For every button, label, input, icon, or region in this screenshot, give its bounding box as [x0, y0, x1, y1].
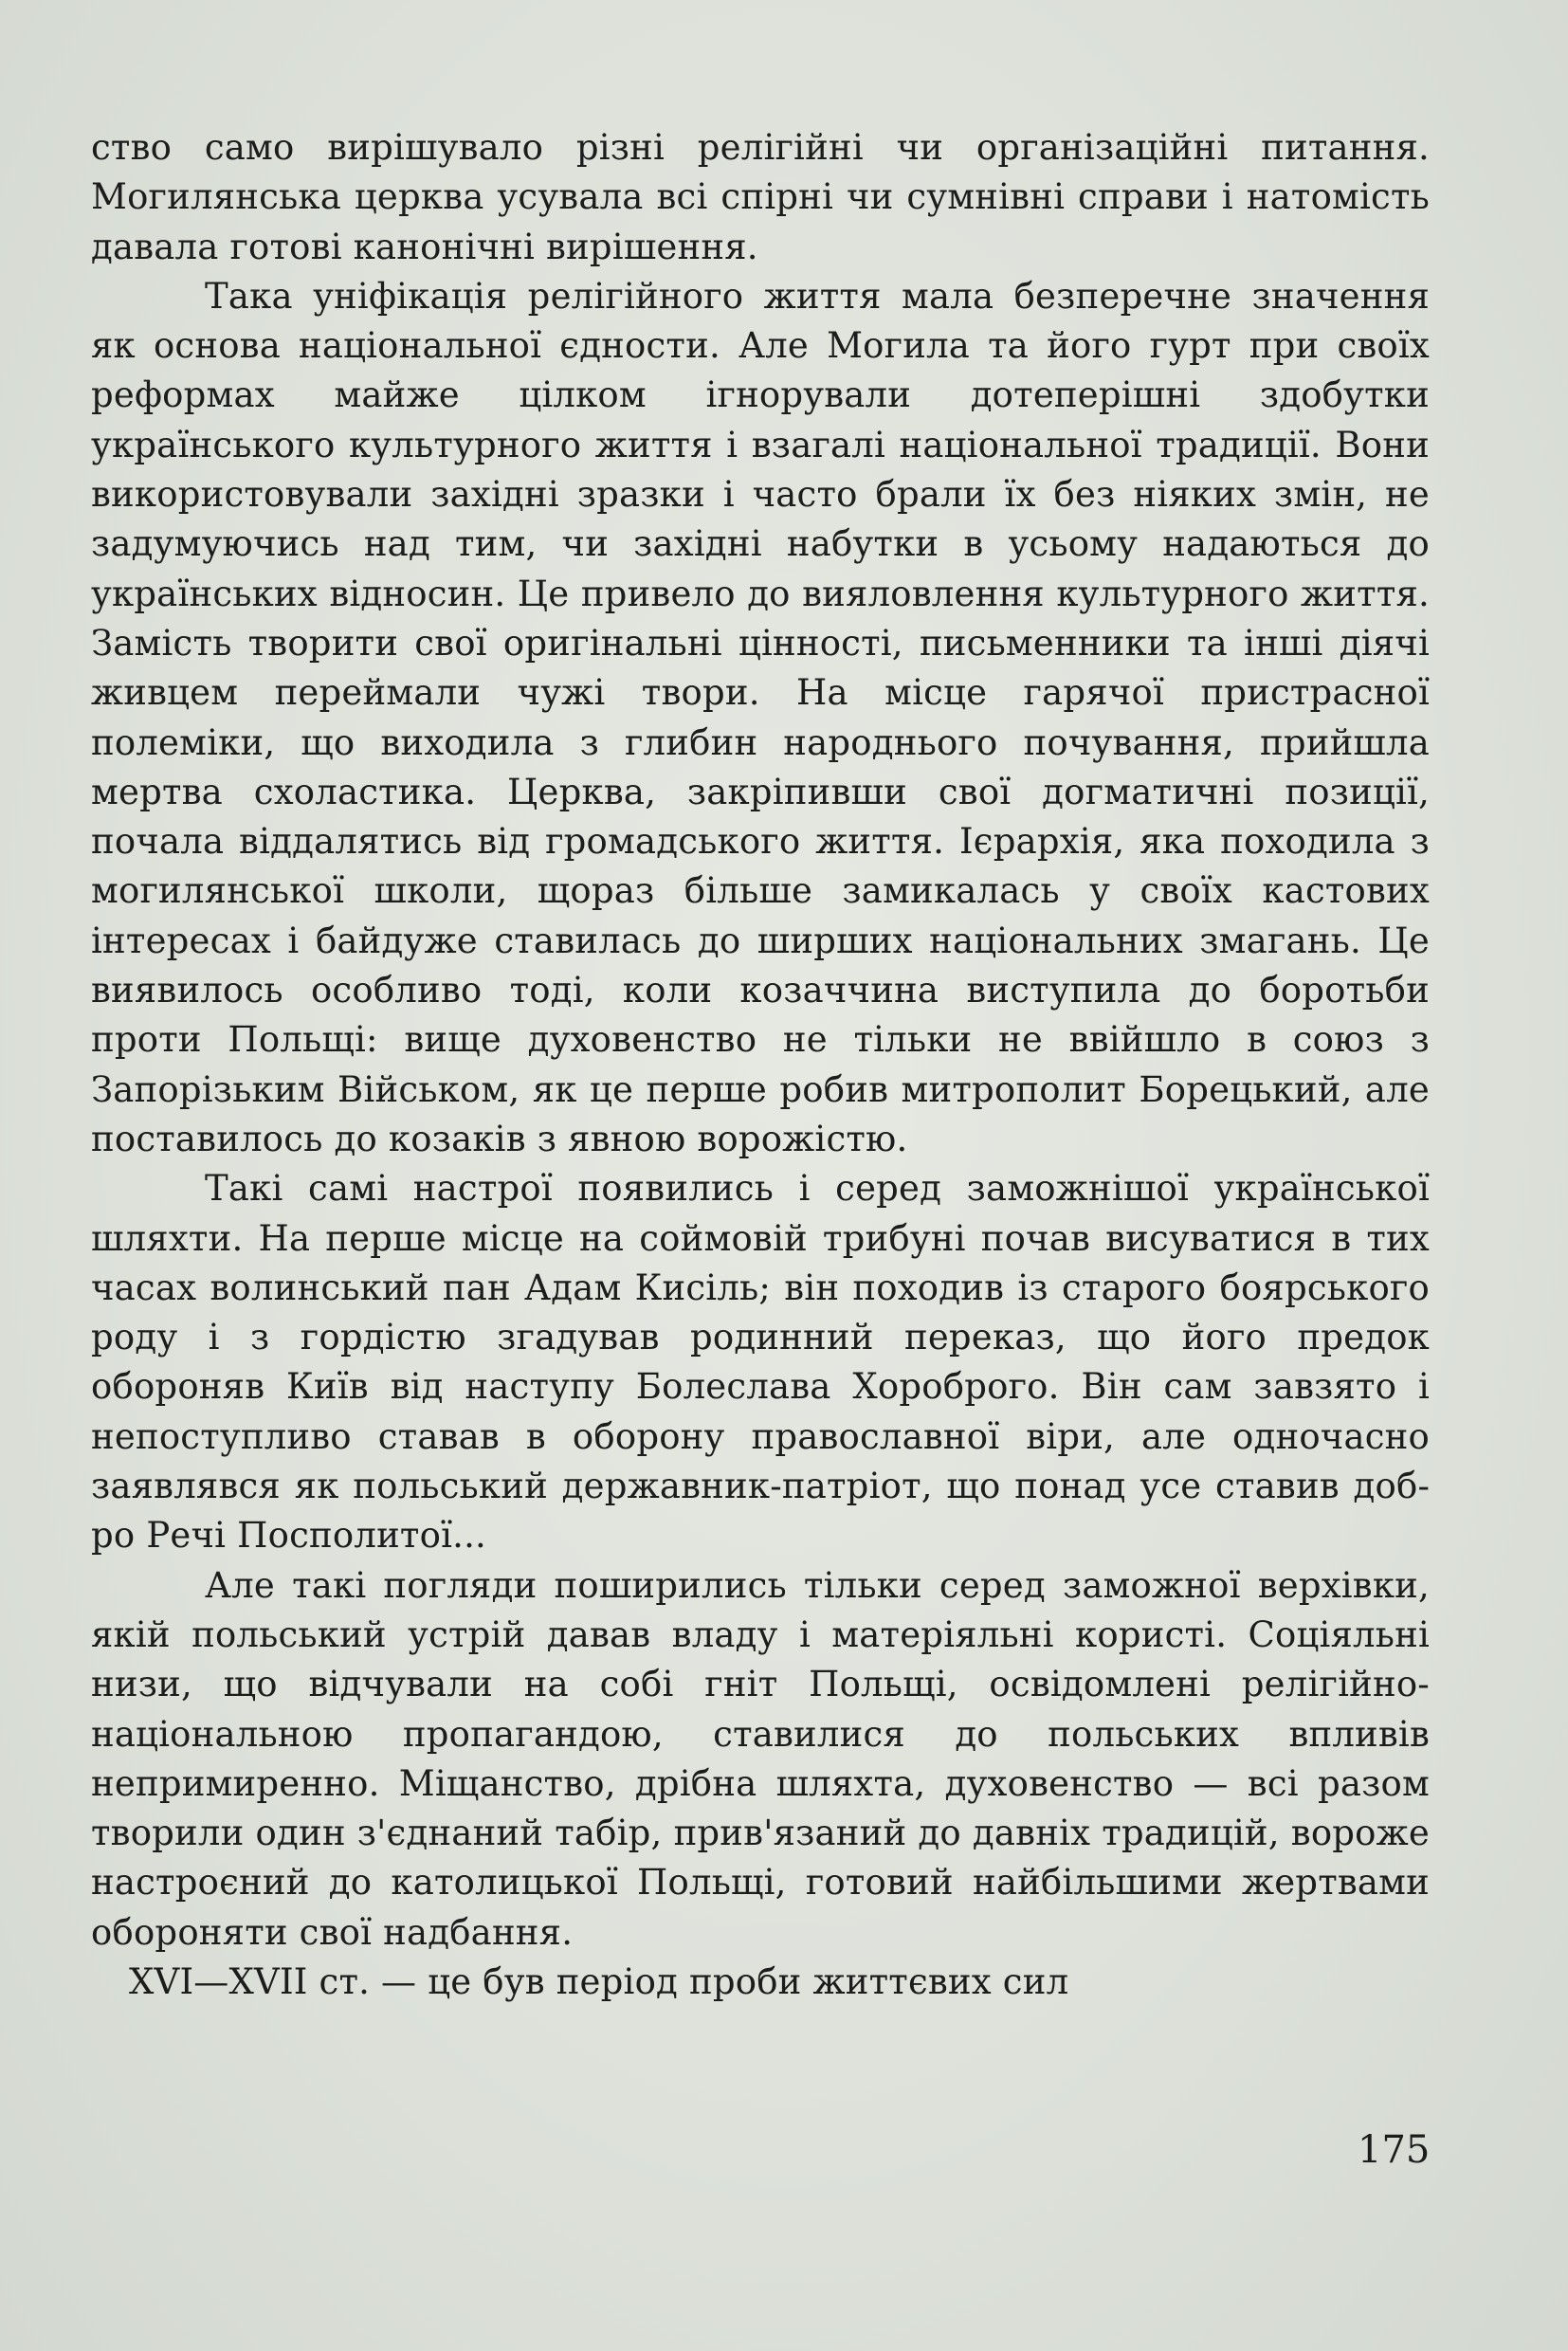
paragraph-continuation: ство само вирішувало різні релігійні чи організаційні питання. Могилянська церква усувала всі спірні чи сумнівні справи і натомість давала готові канонічні вирішення. — [91, 127, 1430, 267]
paragraph-nobility: Такі самі настрої появились і серед заможнішої української шляхти. На перше місце на соймовій трибуні почав висуватися в тих часах волинський пан Адам Кисіль; він походив із старого боярського роду і з гордістю згадував родинний переказ, що його предок обороняв Київ від наступу Болеслава Хороброго. Він сам завзято і непоступливо ставав в оборону православної віри, але одночасно заявлявся як польський державник-патріот, що понад усе ставив добро Речі Посполитої... — [91, 1168, 1430, 1557]
body-text — [91, 123, 1430, 2007]
paragraph-social-lower-classes: Але такі погляди поширились тільки серед заможної верхівки, якій польський устрій давав владу і матеріяльні користі. Соціяльні низи, що відчували на собі гніт Польщі, освідомлені релігійно-національною пропагандою, ставилися до польських впливів непримиренно. Міщанство, дрібна шляхта, духовенство — всі разом творили один з'єднаний табір, прив'язаний до давніх традицій, вороже настроєний до католицької Польщі, готовий найбільшими жертвами обороняти свої надбання. — [91, 1564, 1430, 1953]
page-number: 175 — [1358, 2128, 1431, 2172]
paragraph-unification: Така уніфікація релігійного життя мала безперечне значення як основа національної єдности. Але Могила та його гурт при своїх реформах майже цілком ігнорували дотеперішні здобутки українського культурного життя і взагалі національної традиції. Вони використовували західні зразки і часто брали їх без ніяких змін, не задумуючись над тим, чи західні набутки в усьому надаються до українських відносин. Це привело до вияловлення культурного життя. Замість творити свої оригінальні цінності, письменники та інші діячі живцем переймали чужі твори. На місце гарячої пристрасної полеміки, що виходила з глибин народнього почування, прийшла мертва схоластика. Церква, закріпивши свої догматичні позиції, почала віддалятись від громадського життя. Ієрархія, яка походила з могилянської школи, щораз більше замикалась у своїх кастових інтересах і байдуже ставилась до ширших національних змагань. Це виявилось особливо тоді, коли козаччина виступила до боротьби проти Польщі: вище духовенство не тільки не ввійшло в союз з Запорізьким Військом, як це перше робив митрополит Борецький, але поставилось до козаків з явною ворожістю. — [91, 275, 1430, 1159]
paragraph-period: XVI—XVII ст. — це був період проби життєвих сил — [129, 1960, 1069, 2002]
